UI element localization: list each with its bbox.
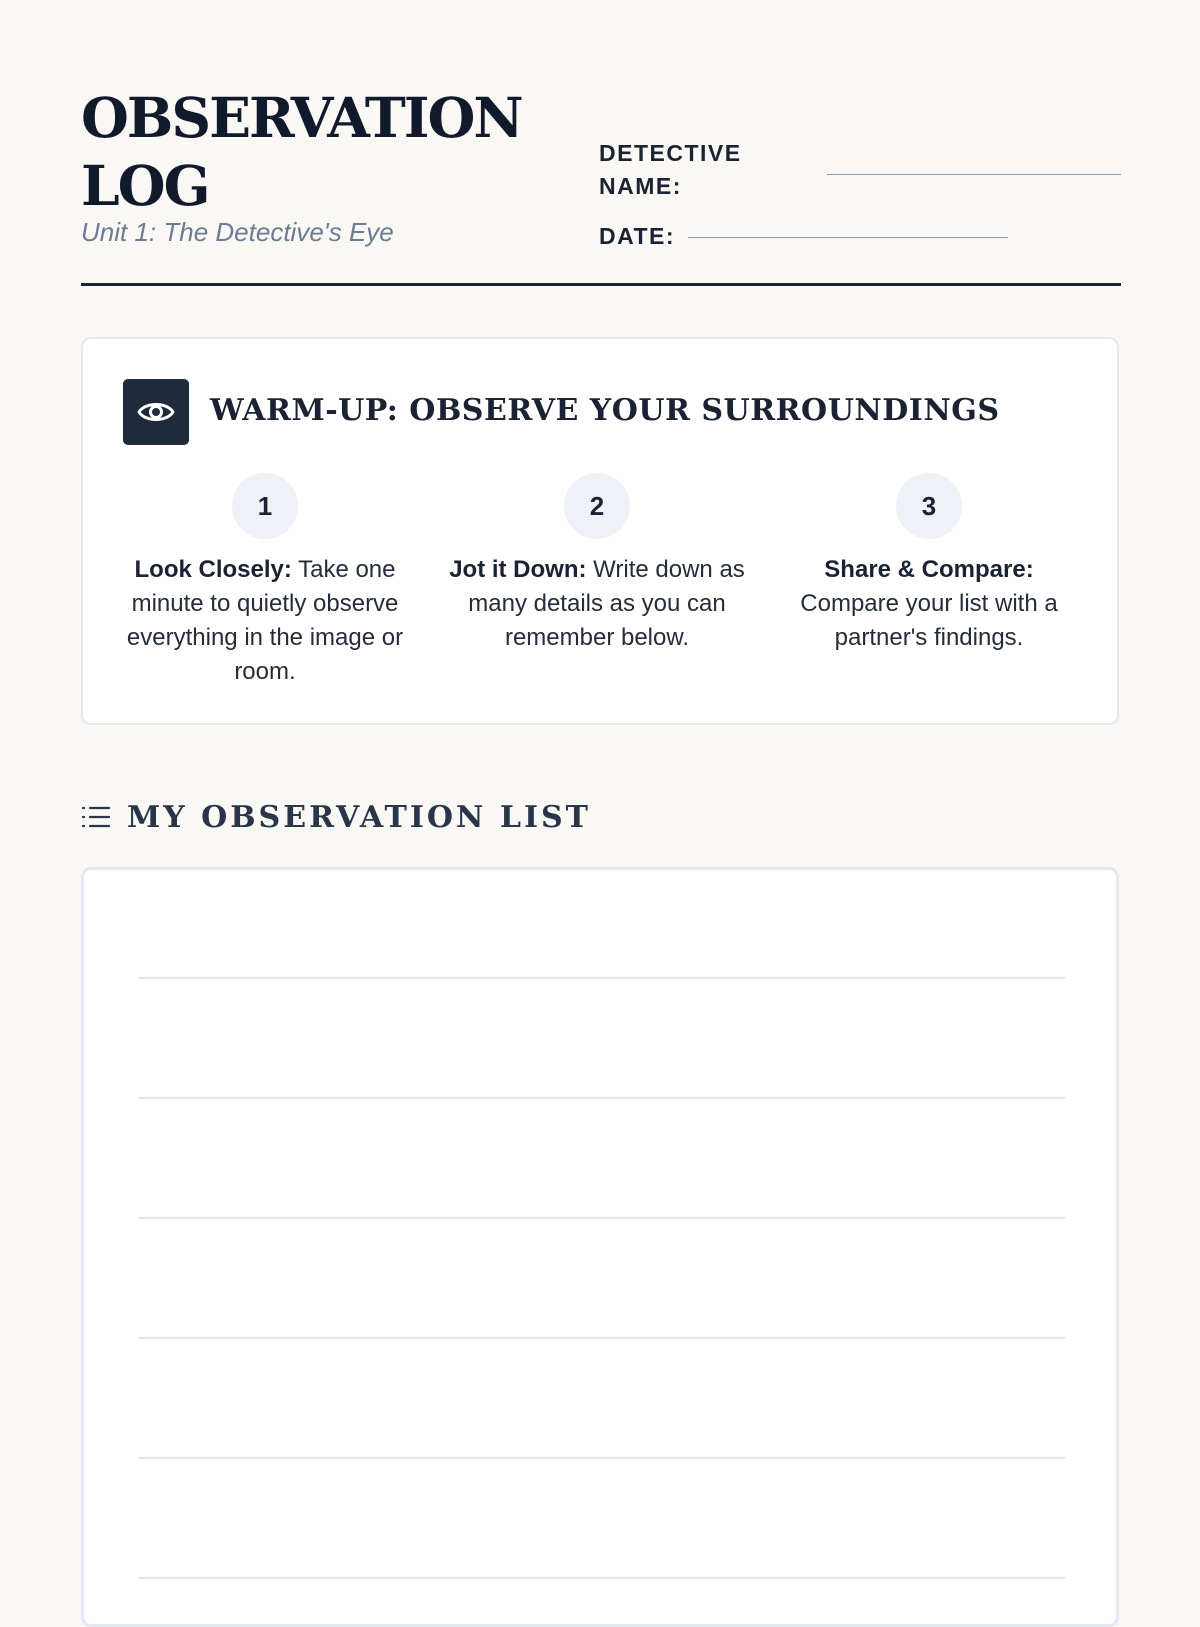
step-lead: Jot it Down: [449,556,587,583]
step-text: Take one minute to quietly observe everything in the image or room. [126,556,404,685]
list-icon [81,801,113,833]
step-text: Write down as many details as you can remember below. [468,556,745,651]
step-description [447,553,747,655]
worksheet-subtitle: Unit 1: The Detective's Eye [81,217,394,247]
worksheet-header [81,80,1121,286]
step-lead: Look Closely: [134,556,292,583]
warmup-step [447,473,747,655]
step-text: Compare your list with a partner's findings. [800,590,1058,651]
writing-line[interactable] [138,1337,1065,1339]
writing-line[interactable] [138,1457,1065,1459]
worksheet-title [81,84,522,220]
step-description [779,553,1079,655]
title-line-2: LOG [81,153,209,218]
writing-line[interactable] [138,1097,1065,1099]
observation-writing-area[interactable] [81,867,1119,1627]
observation-list-heading [81,797,591,837]
eye-icon [123,379,189,445]
detective-name-label-line-2: NAME: [599,173,682,199]
warmup-card [81,337,1119,725]
date-label: DATE: [599,223,676,249]
warmup-step [779,473,1079,655]
writing-line[interactable] [138,1577,1065,1579]
writing-line[interactable] [138,1217,1065,1219]
detective-name-label [599,137,742,203]
step-number-badge: 2 [564,473,630,539]
step-number-badge: 1 [232,473,298,539]
step-description [115,553,415,689]
writing-line[interactable] [138,977,1065,979]
warmup-title: WARM-UP: OBSERVE YOUR SURROUNDINGS [210,393,1000,428]
detective-name-label-line-1: DETECTIVE [599,140,742,166]
date-field[interactable] [688,237,1008,238]
detective-name-field[interactable] [827,174,1121,175]
step-lead: Share & Compare: [824,556,1034,583]
observation-list-title: MY OBSERVATION LIST [127,799,592,835]
title-line-1: OBSERVATION [81,85,522,150]
warmup-step [115,473,415,689]
step-number-badge: 3 [896,473,962,539]
